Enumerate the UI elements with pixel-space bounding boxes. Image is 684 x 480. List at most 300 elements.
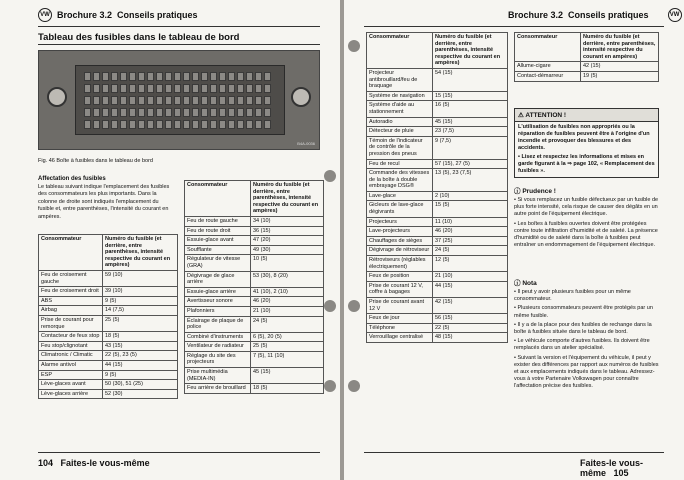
fuse-cell: 48 (15)	[433, 333, 508, 343]
col-header-consumer: Consommateur	[515, 33, 581, 62]
right-dial-icon	[291, 87, 311, 107]
fuse-cell: 6 (5), 20 (5)	[251, 332, 324, 342]
footer	[580, 458, 684, 478]
table-row	[515, 71, 659, 81]
table-row	[367, 159, 508, 169]
consumer-cell: Dégivrage de glace arrière	[185, 271, 251, 287]
table-row	[39, 389, 178, 399]
list-item: • Plusieurs consommateurs peuvent être protégés par un même fusible.	[514, 305, 653, 319]
fuse-slot	[93, 120, 100, 129]
fuse-slot	[264, 120, 271, 129]
fuse-slot	[228, 108, 235, 117]
note-heading	[514, 278, 537, 287]
fuse-slot	[210, 120, 217, 129]
table-row	[39, 332, 178, 342]
fuse-slot	[183, 72, 190, 81]
binder-hole	[348, 380, 360, 392]
fuse-slot	[147, 120, 154, 129]
consumer-cell: Feu stop/clignotant	[39, 341, 103, 351]
fuse-table-2	[184, 180, 324, 394]
fuse-slot	[84, 72, 91, 81]
binder-hole	[324, 300, 336, 312]
right-page	[344, 0, 684, 480]
fuse-slot	[174, 84, 181, 93]
fuse-cell: 41 (10), 2 (10)	[251, 287, 324, 297]
fuse-cell: 16 (5)	[433, 101, 508, 117]
fuse-slot	[165, 72, 172, 81]
table-row	[367, 323, 508, 333]
consumer-cell: Prise multimédia (MEDIA-IN)	[185, 368, 251, 384]
fuse-slot	[102, 120, 109, 129]
fuse-slot	[264, 96, 271, 105]
fuse-slot	[147, 84, 154, 93]
col-header-fuse: Numéro du fusible (et derrière, entre parenthèses, intensité respective du courant en ampères)	[581, 33, 659, 62]
fuse-slot	[192, 84, 199, 93]
note-title: Nota	[522, 280, 537, 287]
fuse-slot	[84, 84, 91, 93]
fuse-slot	[201, 108, 208, 117]
table-row	[185, 226, 324, 236]
fuse-cell: 22 (5)	[433, 323, 508, 333]
vw-logo-icon: VW	[38, 8, 52, 22]
consumer-cell: Feu arrière de brouillard	[185, 384, 251, 394]
table-row	[39, 351, 178, 361]
title-rule	[38, 44, 320, 45]
table-row	[185, 297, 324, 307]
fuse-slot	[138, 72, 145, 81]
consumer-cell: Téléphone	[367, 323, 433, 333]
fuse-slot	[120, 96, 127, 105]
fuse-slot	[156, 84, 163, 93]
col-header-consumer: Consommateur	[39, 235, 103, 271]
fuse-cell: 21 (10)	[251, 306, 324, 316]
fuse-slot	[111, 108, 118, 117]
fuse-cell: 37 (25)	[433, 236, 508, 246]
fuse-slot	[120, 72, 127, 81]
fuse-slot	[93, 84, 100, 93]
consumer-cell: Soufflante	[185, 245, 251, 255]
fuse-slot	[93, 96, 100, 105]
fuse-slot	[246, 120, 253, 129]
fuse-grid	[75, 65, 285, 135]
fuse-cell: 22 (5), 23 (5)	[103, 351, 178, 361]
fuse-slot	[192, 120, 199, 129]
prudence-list	[514, 197, 659, 251]
table-row	[39, 341, 178, 351]
fuse-slot	[237, 108, 244, 117]
table-row	[367, 191, 508, 201]
page-title: Tableau des fusibles dans le tableau de bord	[38, 32, 240, 43]
consumer-cell: Allume-cigare	[515, 62, 581, 72]
fuse-slot	[210, 96, 217, 105]
table-row	[367, 217, 508, 227]
list-item: • Il y a de la place pour des fusibles de rechange dans la boîte à fusibles située dans le tableau de bord.	[514, 321, 652, 336]
table-row	[39, 287, 178, 297]
consumer-cell: Combiné d'instruments	[185, 332, 251, 342]
fuse-slot	[102, 108, 109, 117]
header-section: Conseils pratiques	[117, 10, 198, 20]
consumer-cell: Système d'aide au stationnement	[367, 101, 433, 117]
table-row	[185, 368, 324, 384]
fuse-slot	[219, 108, 226, 117]
fuse-slot	[156, 120, 163, 129]
fuse-table-1	[38, 234, 178, 399]
fuse-cell: 50 (30), 51 (25)	[103, 380, 178, 390]
fuse-slot	[129, 108, 136, 117]
fuse-slot	[183, 96, 190, 105]
table-row	[367, 298, 508, 314]
fuse-cell: 9 (5)	[103, 296, 178, 306]
consumer-cell: Réglage du site des projecteurs	[185, 351, 251, 367]
left-dial-icon	[47, 87, 67, 107]
note-icon: ⓘ	[514, 280, 521, 287]
consumer-cell: Climatronic / Climatic	[39, 351, 103, 361]
fuse-slot	[228, 84, 235, 93]
table-row	[367, 91, 508, 101]
info-icon: ⓘ	[514, 188, 521, 195]
consumer-cell: Éclairage de plaque de police	[185, 316, 251, 332]
fuse-cell: 54 (15)	[433, 68, 508, 91]
fuse-slot	[84, 120, 91, 129]
fuse-slot	[147, 72, 154, 81]
fuse-cell: 9 (7,5)	[433, 136, 508, 159]
fuse-slot	[255, 120, 262, 129]
col-header-consumer: Consommateur	[367, 33, 433, 69]
page-header	[508, 8, 682, 22]
fuse-slot	[165, 84, 172, 93]
consumer-cell: Gicleurs de lave-glace dégivrants	[367, 201, 433, 217]
fuse-slot	[102, 72, 109, 81]
fuse-cell: 47 (20)	[251, 236, 324, 246]
fuse-slot	[255, 108, 262, 117]
fuse-cell: 11 (10)	[433, 217, 508, 227]
table-row	[367, 236, 508, 246]
fuse-slot	[120, 120, 127, 129]
fuse-slot	[228, 72, 235, 81]
fuse-slot	[165, 120, 172, 129]
footer-label: Faites-le vous-même	[60, 458, 150, 468]
fuse-slot	[84, 96, 91, 105]
fuse-cell: 18 (5)	[103, 332, 178, 342]
fuse-slot	[255, 96, 262, 105]
fuse-slot	[201, 96, 208, 105]
col-header-consumer: Consommateur	[185, 181, 251, 217]
fuse-slot	[219, 72, 226, 81]
fuse-slot	[201, 84, 208, 93]
table-row	[39, 315, 178, 331]
consumer-cell: Feu de croisement gauche	[39, 270, 103, 286]
consumer-cell: Feux de jour	[367, 314, 433, 324]
table-row	[185, 342, 324, 352]
binder-hole	[348, 40, 360, 52]
consumer-cell: ESP	[39, 370, 103, 380]
header-brochure: Brochure 3.2	[508, 10, 564, 20]
fuse-slot	[183, 84, 190, 93]
section-title: Affectation des fusibles	[38, 176, 106, 182]
fuse-cell: 21 (10)	[433, 272, 508, 282]
table-row	[367, 246, 508, 256]
fuse-cell: 56 (15)	[433, 314, 508, 324]
col-header-fuse: Numéro du fusible (et derrière, entre parenthèses, intensité respective du courant en ampères)	[251, 181, 324, 217]
fuse-slot	[183, 108, 190, 117]
table-row	[515, 62, 659, 72]
fuse-table-4	[514, 32, 659, 82]
col-header-fuse: Numéro du fusible (et derrière, entre parenthèses, intensité respective du courant en ampères)	[103, 235, 178, 271]
warning-box	[514, 108, 659, 178]
consumer-cell: Dégivrage de rétroviseur	[367, 246, 433, 256]
fuse-slot	[156, 108, 163, 117]
list-item: • Le véhicule comporte d'autres fusibles. Ils doivent être remplacés dans un atelier spécialisé.	[514, 338, 650, 352]
consumer-cell: Témoin de l'indicateur de contrôle de la pression des pneus	[367, 136, 433, 159]
fuse-cell: 10 (5)	[251, 255, 324, 271]
fuse-slot	[219, 120, 226, 129]
fuse-slot	[120, 108, 127, 117]
header-brochure: Brochure 3.2	[57, 10, 113, 20]
fuse-cell: 59 (10)	[103, 270, 178, 286]
consumer-cell: Prise de courant avant 12 V	[367, 298, 433, 314]
fuse-slot	[246, 96, 253, 105]
fuse-cell: 53 (30), 8 (20)	[251, 271, 324, 287]
page-number: 104	[38, 458, 54, 468]
fuse-slot	[93, 72, 100, 81]
header-section: Conseils pratiques	[568, 10, 649, 20]
consumer-cell: Commande des vitesses de la boîte à double embrayage DSG®	[367, 169, 433, 192]
page-number: 105	[613, 468, 629, 478]
fuse-slot	[147, 96, 154, 105]
fuse-slot	[264, 72, 271, 81]
fuse-slot	[237, 84, 244, 93]
consumer-cell: Feu de recul	[367, 159, 433, 169]
fuse-slot	[255, 84, 262, 93]
fuse-cell: 24 (5)	[433, 246, 508, 256]
fuse-slot	[174, 120, 181, 129]
fuse-cell: 15 (15)	[433, 91, 508, 101]
consumer-cell: Airbag	[39, 306, 103, 316]
consumer-cell: Prise de courant pour remorque	[39, 315, 103, 331]
fuse-box-figure	[38, 50, 320, 150]
left-page	[0, 0, 340, 480]
consumer-cell: Rétroviseurs (réglables électriquement)	[367, 256, 433, 272]
fuse-row	[84, 120, 271, 129]
footer	[38, 458, 150, 468]
list-item: • Si vous remplacez un fusible défectueux par un fusible de plus forte intensité, cela risque de causer des dégâts en un autre point de l'équipement électrique.	[514, 197, 659, 218]
table-row	[185, 236, 324, 246]
table-row	[39, 380, 178, 390]
fuse-slot	[255, 72, 262, 81]
fuse-slot	[246, 72, 253, 81]
fuse-slot	[111, 72, 118, 81]
fuse-slot	[102, 96, 109, 105]
fuse-cell: 2 (10)	[433, 191, 508, 201]
fuse-cell: 34 (10)	[251, 216, 324, 226]
table-row	[367, 256, 508, 272]
fuse-slot	[246, 84, 253, 93]
consumer-cell: Lève-glaces arrière	[39, 389, 103, 399]
table-row	[185, 287, 324, 297]
consumer-cell: Lève-glaces avant	[39, 380, 103, 390]
fuse-slot	[156, 96, 163, 105]
table-row	[367, 127, 508, 137]
table-row	[367, 117, 508, 127]
fuse-slot	[228, 96, 235, 105]
consumer-cell: Autoradio	[367, 117, 433, 127]
table-row	[367, 136, 508, 159]
table-row	[367, 201, 508, 217]
fuse-slot	[174, 72, 181, 81]
figure-tag: B4A-0036	[297, 141, 315, 146]
consumer-cell: Lave-glace	[367, 191, 433, 201]
fuse-slot	[129, 84, 136, 93]
table-row	[367, 272, 508, 282]
fuse-table-3	[366, 32, 508, 343]
fuse-slot	[237, 120, 244, 129]
intro-paragraph: Le tableau suivant indique l'emplacement des fusibles des consommateurs les plus importants. Dans la colonne de droite sont indiqués l'emplacement du fusible et, entre parenthèses, l'intensité du courant en ampères.	[38, 184, 170, 220]
fuse-cell: 42 (15)	[581, 62, 659, 72]
fuse-cell: 49 (30)	[251, 245, 324, 255]
table-row	[185, 351, 324, 367]
fuse-slot	[129, 120, 136, 129]
table-row	[185, 316, 324, 332]
consumer-cell: Essuie-glace arrière	[185, 287, 251, 297]
warning-bullet-text: Lisez et respectez les informations et mises en garde figurant à la ⇒ page 102, « Remplacement des fusibles ».	[518, 154, 655, 174]
consumer-cell: Lave-projecteurs	[367, 227, 433, 237]
fuse-slot	[201, 72, 208, 81]
consumer-cell: Ventilateur de radiateur	[185, 342, 251, 352]
fuse-cell: 46 (20)	[433, 227, 508, 237]
fuse-cell: 24 (5)	[251, 316, 324, 332]
fuse-slot	[192, 72, 199, 81]
consumer-cell: Plafonniers	[185, 306, 251, 316]
fuse-cell: 15 (5)	[433, 201, 508, 217]
table-row	[367, 314, 508, 324]
fuse-slot	[120, 84, 127, 93]
fuse-cell: 44 (15)	[103, 360, 178, 370]
fuse-cell: 23 (7,5)	[433, 127, 508, 137]
table-row	[39, 360, 178, 370]
fuse-slot	[264, 108, 271, 117]
fuse-slot	[210, 84, 217, 93]
fuse-slot	[129, 72, 136, 81]
fuse-slot	[210, 108, 217, 117]
fuse-slot	[111, 84, 118, 93]
table-row	[185, 332, 324, 342]
fuse-slot	[201, 120, 208, 129]
fuse-slot	[102, 84, 109, 93]
fuse-row	[84, 84, 271, 93]
fuse-slot	[111, 96, 118, 105]
table-row	[185, 255, 324, 271]
fuse-cell: 42 (15)	[433, 298, 508, 314]
fuse-slot	[156, 72, 163, 81]
fuse-slot	[84, 108, 91, 117]
fuse-cell: 43 (15)	[103, 341, 178, 351]
list-item: • Suivant la version et l'équipement du véhicule, il peut y exister des différences par rapport aux numéros de fusibles et aux emplacements indiqués dans le tableau. Adressez-vous à votre Partenaire Volkswagen pour connaître l'affectation précise des fusibles.	[514, 354, 659, 390]
fuse-slot	[174, 96, 181, 105]
fuse-slot	[138, 84, 145, 93]
consumer-cell: Prise de courant 12 V, coffre à bagages	[367, 281, 433, 297]
fuse-cell: 9 (5)	[103, 370, 178, 380]
col-header-fuse: Numéro du fusible (et derrière, entre parenthèses, intensité respective du courant en ampères)	[433, 33, 508, 69]
consumer-cell: Verrouillage centralisé	[367, 333, 433, 343]
consumer-cell: Projecteurs	[367, 217, 433, 227]
table-row	[185, 384, 324, 394]
table-row	[367, 281, 508, 297]
fuse-cell: 25 (5)	[251, 342, 324, 352]
fuse-cell: 45 (15)	[251, 368, 324, 384]
consumer-cell: Feu de route gauche	[185, 216, 251, 226]
fuse-slot	[237, 72, 244, 81]
fuse-slot	[228, 120, 235, 129]
note-list	[514, 289, 659, 393]
fuse-cell: 39 (10)	[103, 287, 178, 297]
fuse-slot	[93, 108, 100, 117]
consumer-cell: Essuie-glace avant	[185, 236, 251, 246]
fuse-cell: 25 (5)	[103, 315, 178, 331]
table-row	[367, 169, 508, 192]
fuse-slot	[219, 84, 226, 93]
fuse-row	[84, 96, 271, 105]
fuse-slot	[192, 108, 199, 117]
fuse-cell: 57 (15), 27 (5)	[433, 159, 508, 169]
table-row	[185, 306, 324, 316]
fuse-slot	[237, 96, 244, 105]
consumer-cell: Avertisseur sonore	[185, 297, 251, 307]
footer-rule	[364, 452, 664, 453]
consumer-cell: Chauffages de sièges	[367, 236, 433, 246]
table-row	[185, 245, 324, 255]
fuse-slot	[147, 108, 154, 117]
fuse-slot	[138, 108, 145, 117]
binder-hole	[324, 380, 336, 392]
consumer-cell: Contacteur de feux stop	[39, 332, 103, 342]
consumer-cell: Projecteur antibrouillard/feu de braquage	[367, 68, 433, 91]
header-rule	[364, 26, 664, 27]
fuse-row	[84, 72, 271, 81]
fuse-slot	[129, 96, 136, 105]
prudence-heading	[514, 186, 556, 195]
fuse-slot	[165, 108, 172, 117]
table-row	[185, 271, 324, 287]
fuse-slot	[219, 96, 226, 105]
page-header	[38, 8, 198, 22]
consumer-cell: Feu de croisement droit	[39, 287, 103, 297]
fuse-slot	[111, 120, 118, 129]
table-row	[185, 216, 324, 226]
consumer-cell: ABS	[39, 296, 103, 306]
fuse-slot	[165, 96, 172, 105]
table-row	[39, 370, 178, 380]
list-item: • Il peut y avoir plusieurs fusibles pour un même consommateur.	[514, 289, 631, 303]
fuse-slot	[138, 96, 145, 105]
table-row	[39, 296, 178, 306]
list-item: • Les boîtes à fusibles ouvertes doivent être protégées contre toute infiltration d'humidité et de saleté. La présence d'humidité ou de saleté dans la boîte à fusibles peut entraîner un endommagement de l'équipement électrique.	[514, 220, 658, 249]
warning-bullet: • Lisez et respectez les informations et mises en garde figurant à la ⇒ page 102, « Remplacement des fusibles ».	[518, 154, 655, 174]
fuse-slot	[246, 108, 253, 117]
warning-title: ATTENTION !	[525, 112, 567, 119]
figure-caption: Fig. 46 Boîte à fusibles dans le tableau de bord	[38, 158, 153, 164]
binder-hole	[348, 300, 360, 312]
fuse-cell: 44 (15)	[433, 281, 508, 297]
consumer-cell: Feu de route droit	[185, 226, 251, 236]
table-row	[367, 333, 508, 343]
consumer-cell: Contact-démarreur	[515, 71, 581, 81]
footer-label: Faites-le vous-même	[580, 458, 644, 478]
fuse-cell: 7 (5), 11 (10)	[251, 351, 324, 367]
header-rule	[38, 26, 320, 27]
table-row	[367, 101, 508, 117]
prudence-title: Prudence !	[522, 188, 556, 195]
fuse-slot	[183, 120, 190, 129]
